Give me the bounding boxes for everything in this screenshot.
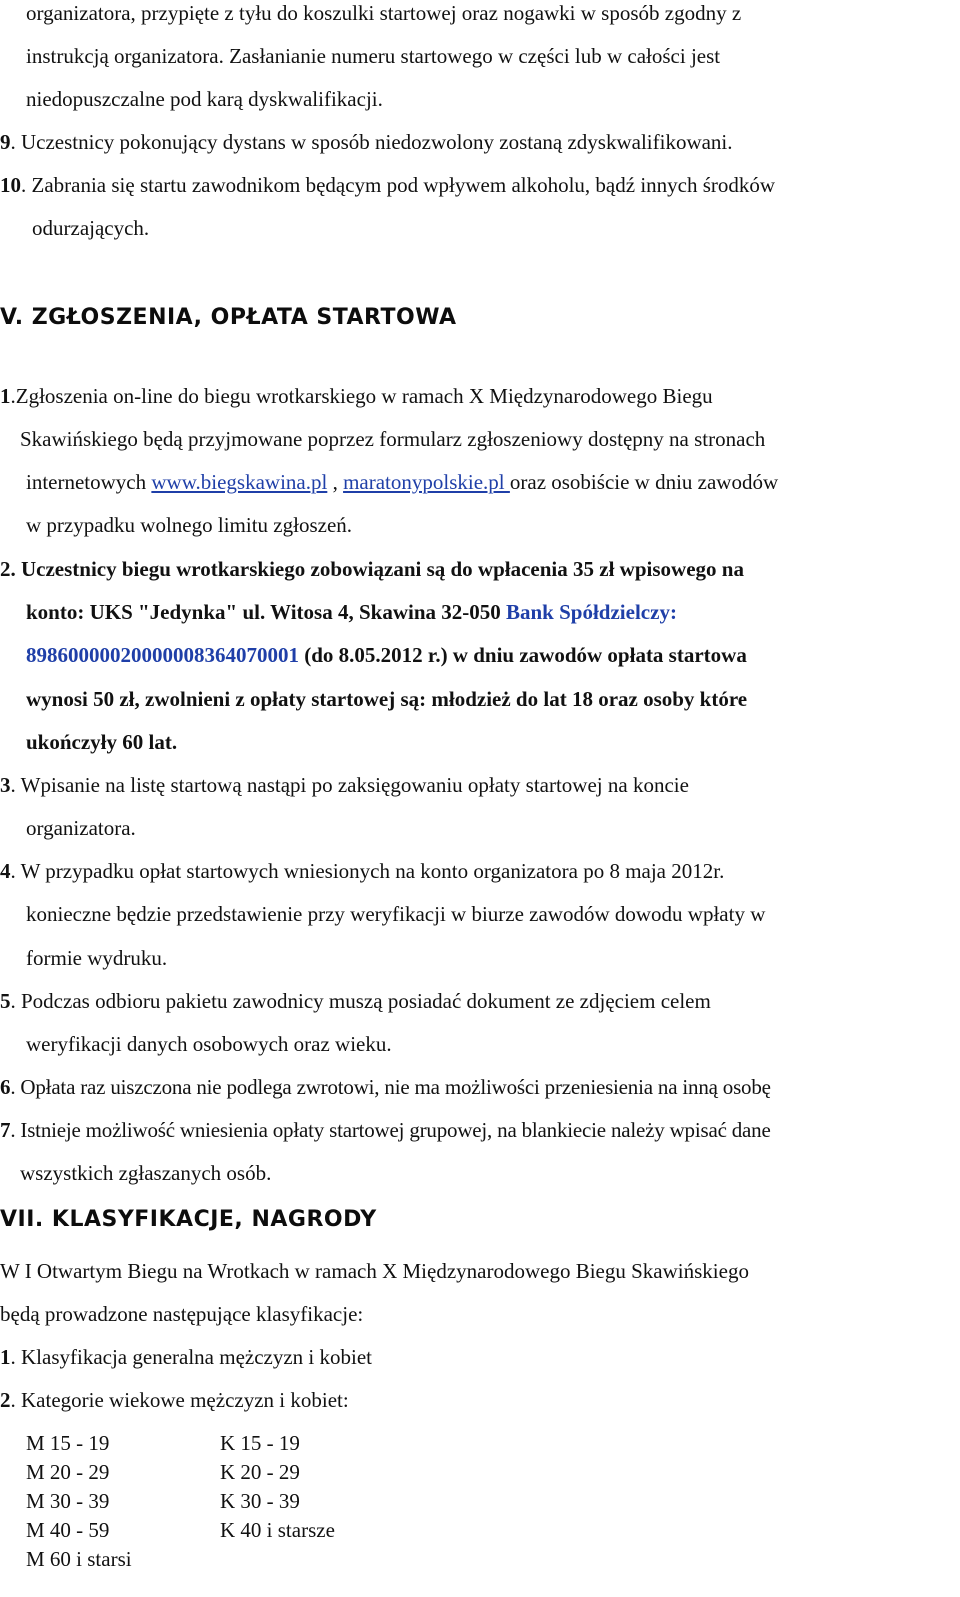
v-item-4-line-1 bbox=[0, 858, 724, 884]
rule-9 bbox=[0, 129, 733, 155]
v-item-2-line-1 bbox=[0, 556, 744, 582]
maratonypolskie-link[interactable]: maratonypolskie.pl bbox=[343, 470, 510, 494]
v-item-1-text: .Zgłoszenia on-line do biegu wrotkarskiego w ramach X Międzynarodowego Biegu bbox=[10, 384, 713, 408]
section-v-heading: V. ZGŁOSZENIA, OPŁATA STARTOWA bbox=[0, 305, 457, 330]
v-item-4-number: 4 bbox=[0, 859, 11, 883]
section-vii-heading: VII. KLASYFIKACJE, NAGRODY bbox=[0, 1207, 377, 1232]
v-item-7-text: . Istnieje możliwość wniesienia opłaty startowej grupowej, na blankiecie należy wpisać dane bbox=[10, 1118, 771, 1142]
v-item-7-line-2: wszystkich zgłaszanych osób. bbox=[20, 1161, 272, 1185]
rule-10-continuation: odurzających. bbox=[32, 216, 150, 240]
v-item-3-text: . Wpisanie na listę startową nastąpi po zaksięgowaniu opłaty startowej na koncie bbox=[10, 773, 689, 797]
v-item-1-line-4: w przypadku wolnego limitu zgłoszeń. bbox=[26, 513, 353, 537]
v-item-5-line-1 bbox=[0, 988, 711, 1014]
v-item-6-text: . Opłata raz uiszczona nie podlega zwrotowi, nie ma możliwości przeniesienia na inną osobę bbox=[10, 1075, 771, 1099]
v-item-5-text: . Podczas odbioru pakietu zawodnicy muszą posiadać dokument ze zdjęciem celem bbox=[10, 989, 711, 1013]
v-item-3-number: 3 bbox=[0, 773, 11, 797]
section-vii-intro-line-1: W I Otwartym Biegu na Wrotkach w ramach X Międzynarodowego Biegu Skawińskiego bbox=[0, 1259, 749, 1283]
classification-2-text: . Kategorie wiekowe mężczyzn i kobiet: bbox=[10, 1388, 349, 1412]
rule-10 bbox=[0, 172, 775, 198]
v-item-4-line-2: konieczne będzie przedstawienie przy weryfikacji w biurze zawodów dowodu wpłaty w bbox=[26, 902, 766, 926]
rule-10-text: . Zabrania się startu zawodnikom będącym pod wpływem alkoholu, bądź innych środków bbox=[21, 173, 776, 197]
classification-1 bbox=[0, 1344, 372, 1370]
rule-8-continuation-line-1: organizatora, przypięte z tyłu do koszulki startowej oraz nogawki w sposób zgodny z bbox=[26, 1, 742, 25]
classification-2 bbox=[0, 1387, 349, 1413]
category-men-30-39: M 30 - 39 bbox=[26, 1489, 110, 1513]
v-item-5-number: 5 bbox=[0, 989, 11, 1013]
v-item-6-number: 6 bbox=[0, 1075, 11, 1099]
v-item-1-line-2: Skawińskiego będą przyjmowane poprzez formularz zgłoszeniowy dostępny na stronach bbox=[20, 427, 766, 451]
v-item-2-line-3 bbox=[26, 642, 747, 668]
v-item-6-line-1 bbox=[0, 1074, 771, 1100]
rule-10-number: 10 bbox=[0, 173, 21, 197]
category-women-20-29: K 20 - 29 bbox=[220, 1460, 300, 1484]
category-men-40-59: M 40 - 59 bbox=[26, 1518, 110, 1542]
v-item-1-line-3-post: oraz osobiście w dniu zawodów bbox=[509, 470, 779, 494]
rule-8-continuation-line-2: instrukcją organizatora. Zasłanianie numeru startowego w części lub w całości jest bbox=[26, 44, 721, 68]
v-item-5-line-2: weryfikacji danych osobowych oraz wieku. bbox=[26, 1032, 392, 1056]
bank-name: Bank Spółdzielczy: bbox=[506, 600, 677, 624]
rule-8-continuation-line-3: niedopuszczalne pod karą dyskwalifikacji. bbox=[26, 87, 383, 111]
category-men-60-plus: M 60 i starsi bbox=[26, 1547, 132, 1571]
v-item-4-line-3: formie wydruku. bbox=[26, 946, 168, 970]
category-women-40-plus: K 40 i starsze bbox=[220, 1518, 335, 1542]
category-men-15-19: M 15 - 19 bbox=[26, 1431, 110, 1455]
v-item-2-line-4: wynosi 50 zł, zwolnieni z opłaty startowej są: młodzież do lat 18 oraz osoby które bbox=[26, 687, 748, 711]
v-item-4-text: . W przypadku opłat startowych wniesionych na konto organizatora po 8 maja 2012r. bbox=[10, 859, 725, 883]
rule-9-number: 9 bbox=[0, 130, 11, 154]
biegskawina-link[interactable]: www.biegskawina.pl bbox=[151, 470, 328, 494]
v-item-1-line-1 bbox=[0, 383, 713, 409]
v-item-3-line-2: organizatora. bbox=[26, 816, 136, 840]
classification-2-number: 2 bbox=[0, 1388, 11, 1412]
v-item-3-line-1 bbox=[0, 772, 689, 798]
v-item-1-line-3-pre: internetowych bbox=[26, 470, 152, 494]
v-item-2-text: . Uczestnicy biegu wrotkarskiego zobowiązani są do wpłacenia 35 zł wpisowego na bbox=[10, 557, 744, 581]
rule-9-text: . Uczestnicy pokonujący dystans w sposób niedozwolony zostaną zdyskwalifikowani. bbox=[10, 130, 733, 154]
bank-account-number: 89860000020000008364070001 bbox=[26, 643, 299, 667]
v-item-2-account-holder: konto: UKS "Jedynka" ul. Witosa 4, Skawina 32-050 bbox=[26, 600, 506, 624]
category-women-15-19: K 15 - 19 bbox=[220, 1431, 300, 1455]
v-item-1-number: 1 bbox=[0, 384, 11, 408]
v-item-2-number: 2 bbox=[0, 557, 11, 581]
v-item-2-deadline: (do 8.05.2012 r.) w dniu zawodów opłata startowa bbox=[299, 643, 747, 667]
classification-1-text: . Klasyfikacja generalna mężczyzn i kobiet bbox=[10, 1345, 372, 1369]
v-item-2-line-5: ukończyły 60 lat. bbox=[26, 730, 178, 754]
classification-1-number: 1 bbox=[0, 1345, 11, 1369]
category-women-30-39: K 30 - 39 bbox=[220, 1489, 300, 1513]
v-item-2-line-2 bbox=[26, 599, 677, 625]
category-men-20-29: M 20 - 29 bbox=[26, 1460, 110, 1484]
v-item-7-line-1 bbox=[0, 1117, 771, 1143]
v-item-1-line-3 bbox=[26, 469, 778, 495]
v-item-7-number: 7 bbox=[0, 1118, 11, 1142]
v-item-1-link-separator: , bbox=[327, 470, 338, 494]
section-vii-intro-line-2: będą prowadzone następujące klasyfikacje: bbox=[0, 1302, 364, 1326]
